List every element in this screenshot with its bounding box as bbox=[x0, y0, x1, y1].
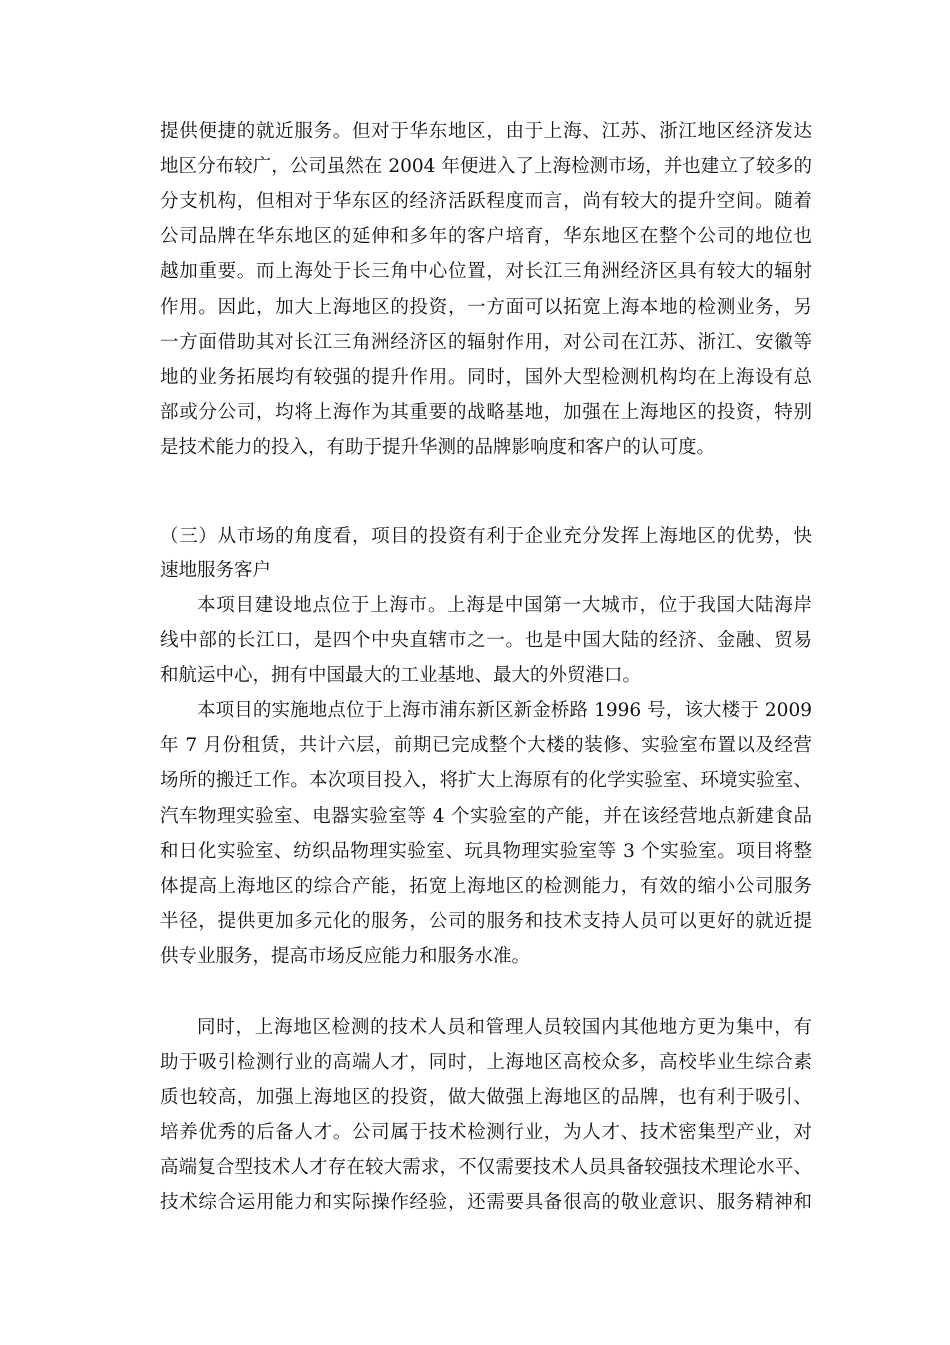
text-line: 地的业务拓展均有较强的提升作用。同时，国外大型检测机构均在上海设有总 bbox=[160, 367, 812, 388]
text-line: 提供便捷的就近服务。但对于华东地区，由于上海、江苏、浙江地区经济发达 bbox=[160, 121, 812, 142]
text-line: 是技术能力的投入，有助于提升华测的品牌影响度和客户的认可度。 bbox=[160, 437, 716, 458]
text-line: 和航运中心，拥有中国最大的工业基地、最大的外贸港口。 bbox=[160, 665, 642, 686]
heading-line: 速地服务客户 bbox=[160, 560, 272, 581]
text-line: 年 7 月份租赁，共计六层，前期已完成整个大楼的装修、实验室布置以及经营 bbox=[160, 735, 812, 756]
text-line: 分支机构，但相对于华东区的经济活跃程度而言，尚有较大的提升空间。随着 bbox=[160, 191, 812, 212]
heading-line: （三）从市场的角度看，项目的投资有利于企业充分发挥上海地区的优势，快 bbox=[160, 526, 812, 547]
text-line: 汽车物理实验室、电器实验室等 4 个实验室的产能，并在该经营地点新建食品 bbox=[160, 806, 812, 827]
text-line: 助于吸引检测行业的高端人才，同时，上海地区高校众多，高校毕业生综合素 bbox=[160, 1052, 812, 1073]
text-line: 本项目建设地点位于上海市。上海是中国第一大城市，位于我国大陆海岸 bbox=[197, 595, 812, 616]
text-line: 体提高上海地区的综合产能，拓宽上海地区的检测能力，有效的缩小公司服务 bbox=[160, 876, 812, 897]
text-line: 供专业服务，提高市场反应能力和服务水准。 bbox=[160, 946, 531, 967]
text-line: 同时，上海地区检测的技术人员和管理人员较国内其他地方更为集中，有 bbox=[197, 1017, 812, 1038]
text-line: 质也较高，加强上海地区的投资，做大做强上海地区的品牌，也有利于吸引、 bbox=[160, 1087, 812, 1108]
text-line: 越加重要。而上海处于长三角中心位置，对长江三角洲经济区具有较大的辐射 bbox=[160, 261, 812, 282]
text-line: 一方面借助其对长江三角洲经济区的辐射作用，对公司在江苏、浙江、安徽等 bbox=[160, 332, 812, 353]
text-line: 作用。因此，加大上海地区的投资，一方面可以拓宽上海本地的检测业务，另 bbox=[160, 297, 812, 318]
text-line: 和日化实验室、纺织品物理实验室、玩具物理实验室等 3 个实验室。项目将整 bbox=[160, 841, 812, 862]
text-line: 高端复合型技术人才存在较大需求，不仅需要技术人员具备较强技术理论水平、 bbox=[160, 1157, 812, 1178]
text-line: 场所的搬迁工作。本次项目投入，将扩大上海原有的化学实验室、环境实验室、 bbox=[160, 770, 812, 791]
text-line: 本项目的实施地点位于上海市浦东新区新金桥路 1996 号，该大楼于 2009 bbox=[197, 700, 812, 721]
text-line: 半径，提供更加多元化的服务，公司的服务和技术支持人员可以更好的就近提 bbox=[160, 911, 812, 932]
text-line: 技术综合运用能力和实际操作经验，还需要具备很高的敬业意识、服务精神和 bbox=[160, 1192, 812, 1213]
text-line: 线中部的长江口，是四个中央直辖市之一。也是中国大陆的经济、金融、贸易 bbox=[160, 630, 812, 651]
text-line: 培养优秀的后备人才。公司属于技术检测行业，为人才、技术密集型产业，对 bbox=[160, 1122, 812, 1143]
text-line: 部或分公司，均将上海作为其重要的战略基地，加强在上海地区的投资，特别 bbox=[160, 402, 812, 423]
text-line: 公司品牌在华东地区的延伸和多年的客户培育，华东地区在整个公司的地位也 bbox=[160, 226, 812, 247]
text-line: 地区分布较广，公司虽然在 2004 年便进入了上海检测市场，并也建立了较多的 bbox=[160, 156, 812, 177]
